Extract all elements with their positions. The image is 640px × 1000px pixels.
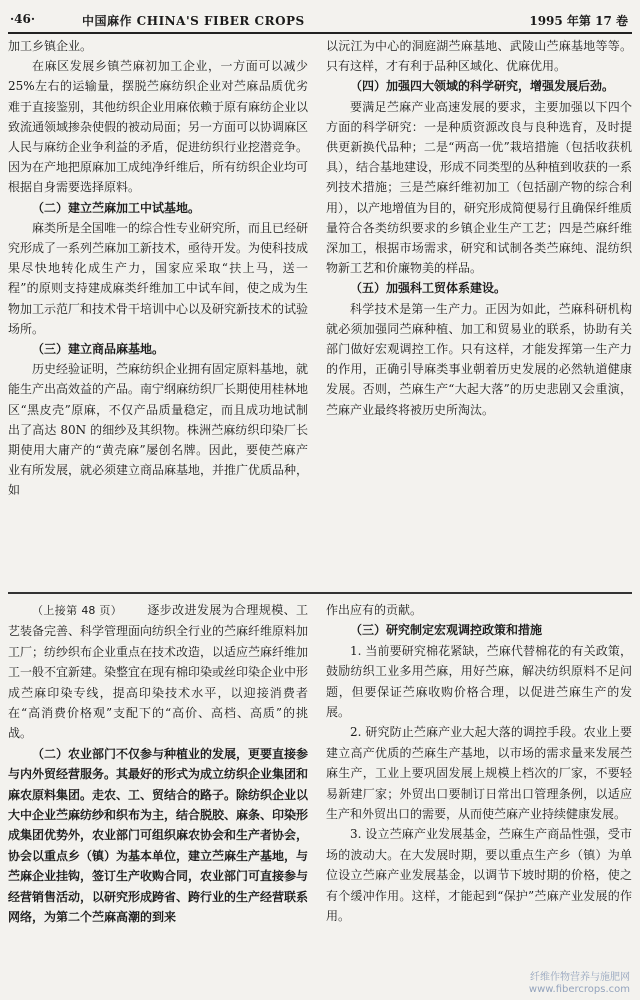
paragraph: 在麻区发展乡镇苎麻初加工企业，一方面可以减少 25%左右的运输量，摆脱苎麻纺织企业对苎麻品质优劣难于直接鉴别，其他纺织企业用麻依赖于原有麻纺企业以致流通领域掺杂使假的被动局面；另一方面可以协调麻区人民与麻纺企业争利益的矛盾，促进纺织行业挖潜竞争。因为在产地把原麻加工成纯净纤维后，所有纺织企业均可根据自身需要选择原料。 <box>8 59 308 195</box>
page-number: ·46· <box>10 12 36 26</box>
paragraph: 历史经验证明，苎麻纺织企业拥有固定原料基地，就能生产出高效益的产品。南宁纲麻纺织厂长期使用桂林地区“黑皮壳”原麻，不仅产品质量稳定，而且成功地试制出了高达 80N 的细纱及其织物。株洲苎麻纺织印染厂长期使用大庸产的“黄壳麻”屡创名牌。因此，要使苎麻产业有所发展，就必须建立商品麻基地，并推广优质品种，如 <box>8 362 308 498</box>
section-heading: （五）加强科工贸体系建设。 <box>350 281 507 296</box>
paragraph: 麻类所是全国唯一的综合性专业研究所，而且已经研究形成了一系列苎麻加工新技术，亟待开发。为使科技成果尽快地转化成生产力，国家应采取“扶上马，送一程”的原则支持建成麻类纤维加工中试车间，使之成为生物加工示范厂和技术骨干培训中心以及研究新技术的试验场所。 <box>8 220 308 336</box>
paragraph: 科学技术是第一生产力。正因为如此，苎麻科研机构就必须加强同苎麻种植、加工和贸易业的联系，协助有关部门做好宏观调控工作。只有这样，才能发挥第一生产力的作用，正确引导麻类事业朝着历史发展的必然轨道健康发展。否则，苎麻生产“大起大落”的历史悲剧又会重演，苎麻产业最终将被历史所淘汰。 <box>326 301 632 417</box>
section-heading: （三）建立商品麻基地。 <box>32 342 165 357</box>
paragraph: 2. 研究防止苎麻产业大起大落的调控手段。农业上要建立高产优质的苎麻生产基地，以市场的需求量来发展苎麻生产，工业上要巩固发展上规模上档次的厂家，不要轻易新建厂家；外贸出口要制订日常出口管理条例，以适应生产和外贸出口的需要，从而使苎麻产业持续健康发展。 <box>326 725 632 822</box>
paragraph: 1. 当前要研究棉花紧缺，苎麻代替棉花的有关政策，鼓励纺织工业多用苎麻，用好苎麻，解决纺织原料不足问题，但要保证苎麻收购价格合理，以促进苎麻生产的发展。 <box>326 643 632 720</box>
paragraph-text: 逐步改进发展为合理规模、工艺装备完善、科学管理面向纺织全行业的苎麻纤维原料加工厂；纺纱织布企业重点在技术改造，以适应苎麻纤维加工一般不宜新建。染整宜在现有棉印染或丝印染企业中形成苎麻印染专线，提高印染技术水平，以迎接消费者在“高消费价格观”支配下的“高价、高档、高质”的挑战。 <box>8 603 308 741</box>
journal-title: 中国麻作 CHINA'S FIBER CROPS <box>82 14 305 28</box>
section-heading: （三）研究制定宏观调控政策和措施 <box>350 623 543 638</box>
top-right-column <box>326 36 632 586</box>
site-watermark <box>529 972 630 996</box>
paragraph: 要满足苎麻产业高速发展的要求，主要加强以下四个方面的科学研究：一是种质资源改良与良种选育，及时提供更新换代品种；二是“两高一优”栽培措施（包括收获机具），结合基地建设，形成不同类型的丛种植到收获的一系列技术措施；三是苎麻纤维初加工（包括副产物的综合利用），以产地增值为目的，研究形成简便易行且确保纤维质量符合各类纺织要求的乡镇企业生产工艺；四是苎麻纤维深加工，根据市场需求，研究和试制各类苎麻纯、混纺织物新工艺和价廉物美的样品。 <box>326 99 632 276</box>
top-section <box>8 36 632 586</box>
continued-marker: （上接第 48 页） <box>32 604 123 617</box>
issue-label: 1995 年第 17 卷 <box>529 14 628 28</box>
bottom-right-column <box>326 600 632 992</box>
paragraph: 加工乡镇企业。 <box>8 39 93 53</box>
section-heading: （四）加强四大领域的科学研究，增强发展后劲。 <box>350 79 615 94</box>
section-divider <box>8 592 632 594</box>
bottom-section <box>8 600 632 992</box>
paragraph: 作出应有的贡献。 <box>326 603 423 617</box>
top-left-column <box>8 36 308 586</box>
section-heading: （二）农业部门不仅参与种植业的发展，更要直接参与内外贸经营服务。其最好的形式为成立纺织企业集团和麻农原料集团。走农、工、贸结合的路子。除纺织企业以大中企业苎麻纺纱和织布为主，结合脱胶、麻条、印染形成集团优势外，农业部门可组织麻农协会和生产者协会，协会以重点乡（镇）为基本单位，建立苎麻生产基地，与苎麻企业挂钩，签订生产收购合同，农业部门可直接参与经营销售活动，以研究形成跨省、跨行业的生产经营联系网络，为第二个苎麻高潮的到来 <box>8 746 308 925</box>
paragraph: 3. 设立苎麻产业发展基金，苎麻生产商品性强，受市场的波动大。在大发展时期，要以重点生产乡（镇）为单位设立苎麻产业发展基金，以调节下坡时期的价格，使之有个缓冲作用。这样，才能起到“保护”苎麻产业发展的作用。 <box>326 827 632 924</box>
paragraph: 以沅江为中心的洞庭湖苎麻基地、武陵山苎麻基地等等。只有这样，才有利于品种区域化、优麻优用。 <box>326 39 632 74</box>
continued-paragraph <box>8 600 308 744</box>
watermark-line-2: www.fibercrops.com <box>528 984 630 995</box>
watermark-line-1: 纤维作物营养与施肥网 <box>530 972 630 983</box>
section-heading: （二）建立苎麻加工中试基地。 <box>32 200 201 215</box>
page-header <box>8 10 632 34</box>
bottom-left-column <box>8 600 308 992</box>
